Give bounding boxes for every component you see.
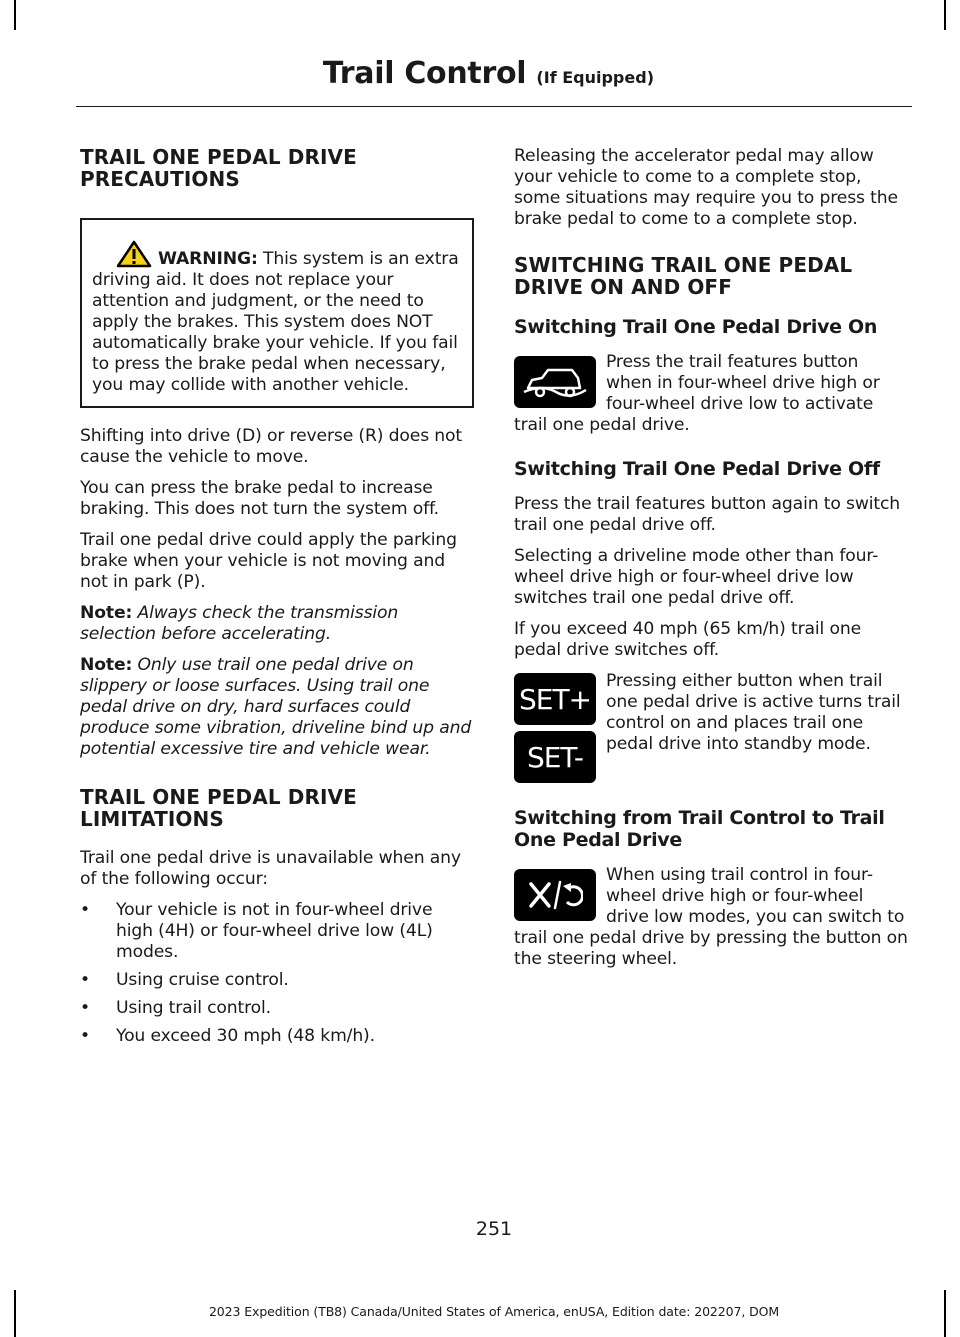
offroad-vehicle-icon (522, 362, 588, 402)
precautions-heading: TRAIL ONE PEDAL DRIVE PRECAUTIONS (80, 145, 357, 191)
note-transmission (80, 603, 474, 645)
off-paragraph-3: If you exceed 40 mph (65 km/h) trail one pedal drive switches off. (514, 619, 862, 660)
right-column (514, 146, 908, 980)
set-text: Pressing either button when trail one pedal drive is active turns trail control on and places trail one pedal drive into standby mode. (606, 671, 901, 754)
set-buttons (514, 673, 596, 783)
list-item: • Using trail control. (80, 998, 474, 1019)
set-minus-icon (514, 731, 596, 783)
header-rule (76, 106, 912, 107)
paragraph-brake: You can press the brake pedal to increase braking. This does not turn the system off. (80, 478, 439, 519)
crop-mark (944, 0, 946, 30)
set-plus-label: SET+ (518, 682, 592, 716)
on-section (514, 352, 908, 436)
off-heading: Switching Trail One Pedal Drive Off (514, 458, 880, 480)
page-title (323, 56, 654, 91)
page-title-suffix: (If Equipped) (536, 68, 654, 87)
from-section (514, 865, 908, 970)
limitations-list (80, 900, 474, 1047)
from-text: When using trail control in four-wheel drive high or four-wheel drive low modes, you can switch to trail one pedal drive by pressing the button on the steering wheel. (514, 865, 908, 969)
crop-mark (14, 0, 16, 30)
left-column (80, 146, 474, 1057)
note-surfaces (80, 655, 474, 760)
on-text: Press the trail features button when in four-wheel drive high or four-wheel drive low to activate trail one pedal drive. (514, 352, 880, 435)
trail-features-icon (514, 356, 596, 408)
trail-one-pedal-icon (514, 869, 596, 921)
paragraph-release: Releasing the accelerator pedal may allow your vehicle to come to a complete stop, some situations may require you to press the brake pedal to come to a complete stop. (514, 146, 898, 229)
note-text: Only use trail one pedal drive on slippery or loose surfaces. Using trail one pedal drive on dry, hard surfaces could produce some vibration, driveline bind up and potential excessive tire and vehicle wear. (80, 655, 472, 759)
list-item: • Your vehicle is not in four-wheel drive high (4H) or four-wheel drive low (4L) modes. (80, 900, 474, 963)
set-minus-label: SET- (526, 740, 584, 774)
note-label: Note: (80, 655, 133, 675)
paragraph-shifting: Shifting into drive (D) or reverse (R) does not cause the vehicle to move. (80, 426, 463, 467)
warning-box (80, 218, 474, 408)
paragraph-parking-brake: Trail one pedal drive could apply the parking brake when your vehicle is not moving and not in park (P). (80, 530, 457, 592)
off-paragraph-1: Press the trail features button again to switch trail one pedal drive off. (514, 494, 900, 535)
warning-label: WARNING: (158, 249, 258, 269)
set-section (514, 671, 908, 787)
off-paragraph-2: Selecting a driveline mode other than four-wheel drive high or four-wheel drive low switches trail one pedal drive off. (514, 546, 879, 608)
limitations-intro: Trail one pedal drive is unavailable when any of the following occur: (80, 848, 461, 889)
switching-heading: SWITCHING TRAIL ONE PEDAL DRIVE ON AND OFF (514, 253, 853, 299)
page-number: 251 (475, 1218, 513, 1240)
note-text: Always check the transmission selection before accelerating. (80, 603, 399, 644)
limitations-heading: TRAIL ONE PEDAL DRIVE LIMITATIONS (80, 785, 357, 831)
from-heading: Switching from Trail Control to Trail One Pedal Drive (514, 807, 885, 851)
list-item: • You exceed 30 mph (48 km/h). (80, 1026, 474, 1047)
note-label: Note: (80, 603, 133, 623)
warning-text: This system is an extra driving aid. It does not replace your attention and judgment, or the need to apply the brakes. This system does NOT automatically brake your vehicle. If you fail to press the brake pedal when necessary, you may collide with another vehicle. (92, 249, 459, 395)
list-item: • Using cruise control. (80, 970, 474, 991)
set-plus-icon (514, 673, 596, 725)
on-heading: Switching Trail One Pedal Drive On (514, 316, 878, 338)
cancel-resume-icon (527, 878, 583, 912)
page-title-main: Trail Control (322, 56, 527, 91)
warning-triangle-icon (116, 240, 152, 268)
edition-footer: 2023 Expedition (TB8) Canada/United States of America, enUSA, Edition date: 202207, DOM (208, 1304, 780, 1319)
